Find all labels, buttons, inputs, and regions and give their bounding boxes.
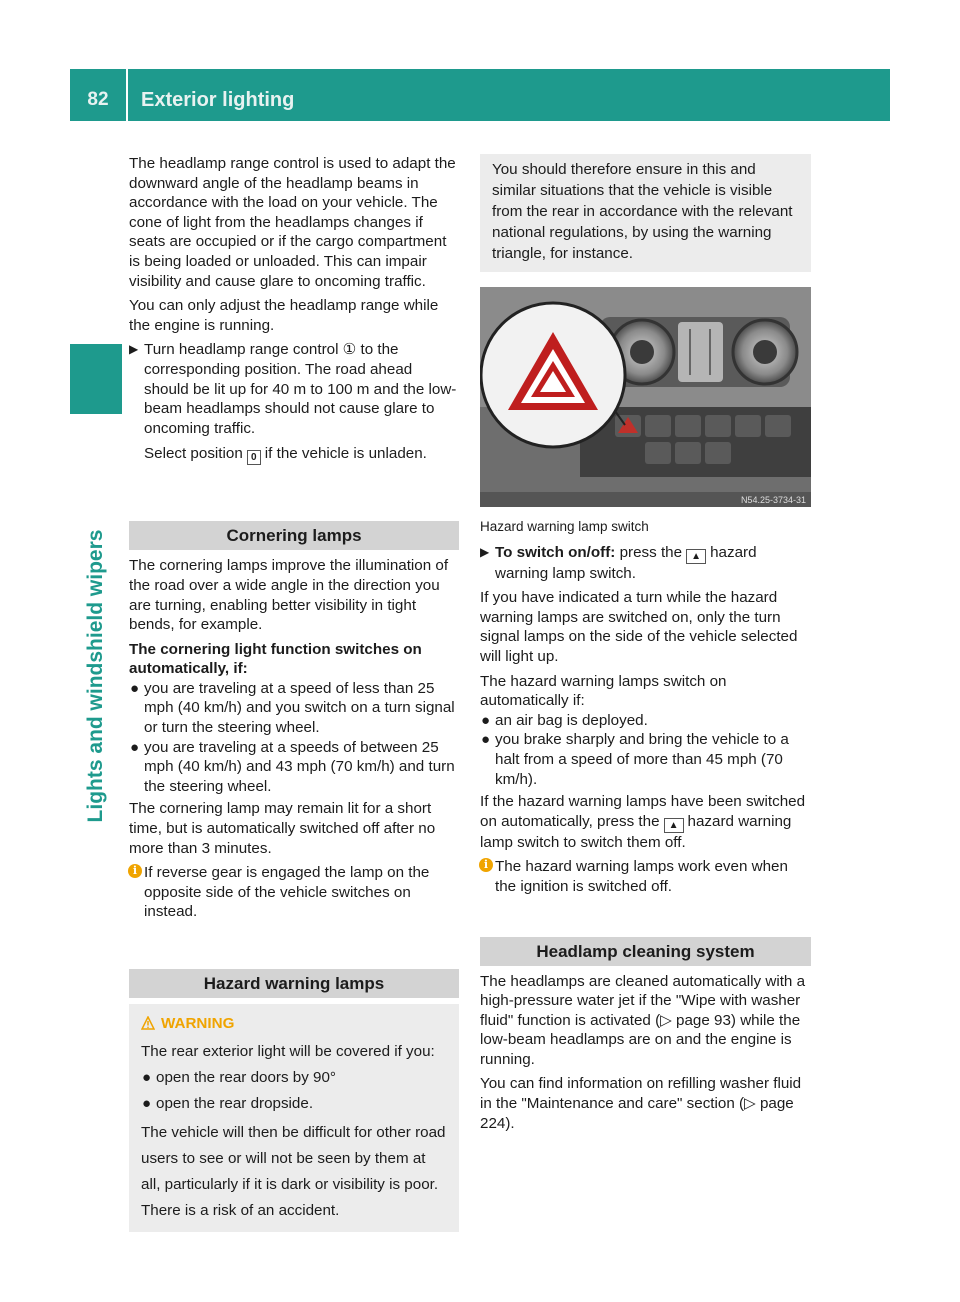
visibility-note-text: You should therefore ensure in this and similar situations that the vehicle is visible from the rear in accordance with the relevant national regulations, by using the warning triangle, for instance. bbox=[492, 161, 793, 262]
warning-intro: The rear exterior light will be covered if you: bbox=[141, 1042, 435, 1060]
warning-title-text: WARNING bbox=[161, 1015, 235, 1032]
bullet-text: you are traveling at a speeds of between 25 mph (40 km/h) and 43 mph (70 km/h) and turn the steering wheel. bbox=[144, 738, 455, 795]
step-text: Turn headlamp range control ① to the corresponding position. The road ahead should be lit up for 40 m to 100 m and the low-beam headlamps should not cause glare to oncoming traffic. bbox=[144, 341, 457, 437]
page-number: 82 bbox=[87, 89, 109, 110]
auto-switch-bullets bbox=[480, 711, 811, 789]
cleaning-text-2: You can find information on refilling washer fluid in the "Maintenance and care" section (▷ page 224). bbox=[480, 1075, 802, 1132]
hazard-info bbox=[480, 857, 811, 896]
switched-prefix: If the hazard warning lamps have been switched on automatically, press the bbox=[480, 793, 806, 830]
hazard-switch-photo bbox=[480, 287, 811, 507]
bullet-icon: ● bbox=[130, 679, 140, 697]
bullet-text: an air bag is deployed. bbox=[495, 711, 648, 729]
position-zero-icon: 0 bbox=[247, 450, 261, 465]
info-icon: i bbox=[128, 864, 142, 878]
cornering-intro: The cornering lamps improve the illumination of the road over a wide angle in the direction you are turning, enabling better visibility in tight bends, for example. bbox=[129, 557, 449, 634]
step-arrow-icon: ▶ bbox=[480, 544, 490, 559]
side-label-text: Lights and windshield wipers bbox=[84, 529, 107, 823]
switched-suffix: hazard warning lamp switch to switch them off. bbox=[480, 812, 792, 851]
cleaning-text-1: The headlamps are cleaned automatically with a high-pressure water jet if the "Wipe with washer fluid" function is activated (▷ page 93) while the low-beam headlamps are on and the engine is running. bbox=[480, 972, 806, 1068]
step-arrow-icon: ▶ bbox=[129, 342, 139, 357]
info-text: If reverse gear is engaged the lamp on the opposite side of the vehicle switches on instead. bbox=[144, 864, 430, 921]
intro-paragraph: The headlamp range control is used to adapt the downward angle of the headlamp beams in accordance with the load on your vehicle. The cone of light from the headlamps changes if seats are occupied or if the cargo compartment is being loaded or unloaded. This can impair visibility and cause glare to oncoming traffic. bbox=[129, 155, 456, 290]
page-title: Exterior lighting bbox=[141, 89, 295, 111]
list-item bbox=[141, 1065, 449, 1091]
step-instruction bbox=[129, 340, 459, 438]
cornering-bullets bbox=[129, 679, 459, 797]
hazard-switch-icon: ▲ bbox=[664, 818, 684, 833]
warning-box bbox=[129, 1004, 459, 1232]
auto-switch-text: The hazard warning lamps switch on automatically if: bbox=[480, 672, 727, 710]
switch-label: To switch on/off: bbox=[495, 543, 616, 561]
side-tab-block bbox=[70, 344, 122, 414]
switched-off-instruction bbox=[480, 792, 811, 852]
bullet-text: open the rear doors by 90° bbox=[156, 1068, 337, 1086]
bullet-icon: ● bbox=[130, 738, 140, 756]
info-text: The hazard warning lamps work even when the ignition is switched off. bbox=[495, 858, 788, 895]
list-item bbox=[129, 679, 459, 738]
left-column bbox=[129, 154, 459, 1232]
bullet-text: open the rear dropside. bbox=[156, 1094, 314, 1112]
info-icon: i bbox=[479, 858, 493, 872]
visibility-note-box bbox=[480, 154, 811, 272]
switch-prefix: press the bbox=[619, 543, 683, 561]
warning-text: The vehicle will then be difficult for other road users to see or will not be seen by them at all, particularly if it is dark or visibility is poor. bbox=[141, 1123, 446, 1193]
turn-signal-text: If you have indicated a turn while the hazard warning lamps are switched on, only the turn signal lamps on the side of the vehicle selected will light up. bbox=[480, 589, 798, 665]
cornering-bold-line: The cornering light function switches on automatically, if: bbox=[129, 640, 422, 678]
select-suffix: if the vehicle is unladen. bbox=[264, 445, 427, 463]
photo-caption: Hazard warning lamp switch bbox=[480, 519, 649, 534]
warning-title bbox=[141, 1014, 449, 1034]
right-column bbox=[480, 154, 811, 1138]
select-prefix: Select position bbox=[144, 445, 243, 463]
bullet-icon: ● bbox=[142, 1094, 152, 1112]
switch-suffix: hazard warning lamp switch. bbox=[495, 543, 757, 582]
cornering-remain-text: The cornering lamp may remain lit for a short time, but is automatically switched off after no more than 3 minutes. bbox=[129, 800, 436, 857]
list-item bbox=[480, 711, 811, 731]
list-item bbox=[141, 1091, 449, 1117]
bullet-icon: ● bbox=[142, 1068, 152, 1086]
bullet-icon: ● bbox=[481, 731, 491, 749]
engine-note: You can only adjust the headlamp range while the engine is running. bbox=[129, 297, 439, 334]
list-item bbox=[129, 738, 459, 797]
cornering-heading: Cornering lamps bbox=[129, 521, 459, 550]
list-item bbox=[480, 730, 811, 789]
select-position-line bbox=[129, 444, 459, 465]
cornering-info bbox=[129, 863, 459, 922]
photo-code: N54.25-3734-31 bbox=[740, 495, 806, 505]
switch-instruction bbox=[480, 543, 811, 584]
warning-triangle-icon bbox=[141, 1016, 155, 1030]
warning-bullets bbox=[141, 1065, 449, 1117]
bullet-text: you are traveling at a speed of less than 25 mph (40 km/h) and you switch on a turn signal or turn the steering wheel. bbox=[144, 679, 455, 737]
cleaning-heading: Headlamp cleaning system bbox=[480, 937, 811, 966]
header-divider bbox=[126, 69, 128, 121]
warning-risk: There is a risk of an accident. bbox=[141, 1201, 340, 1219]
hazard-heading: Hazard warning lamps bbox=[129, 969, 459, 998]
bullet-icon: ● bbox=[481, 711, 491, 729]
hazard-switch-icon: ▲ bbox=[686, 549, 706, 564]
bullet-text: you brake sharply and bring the vehicle to a halt from a speed of more than 45 mph (70 km/h). bbox=[495, 731, 789, 788]
